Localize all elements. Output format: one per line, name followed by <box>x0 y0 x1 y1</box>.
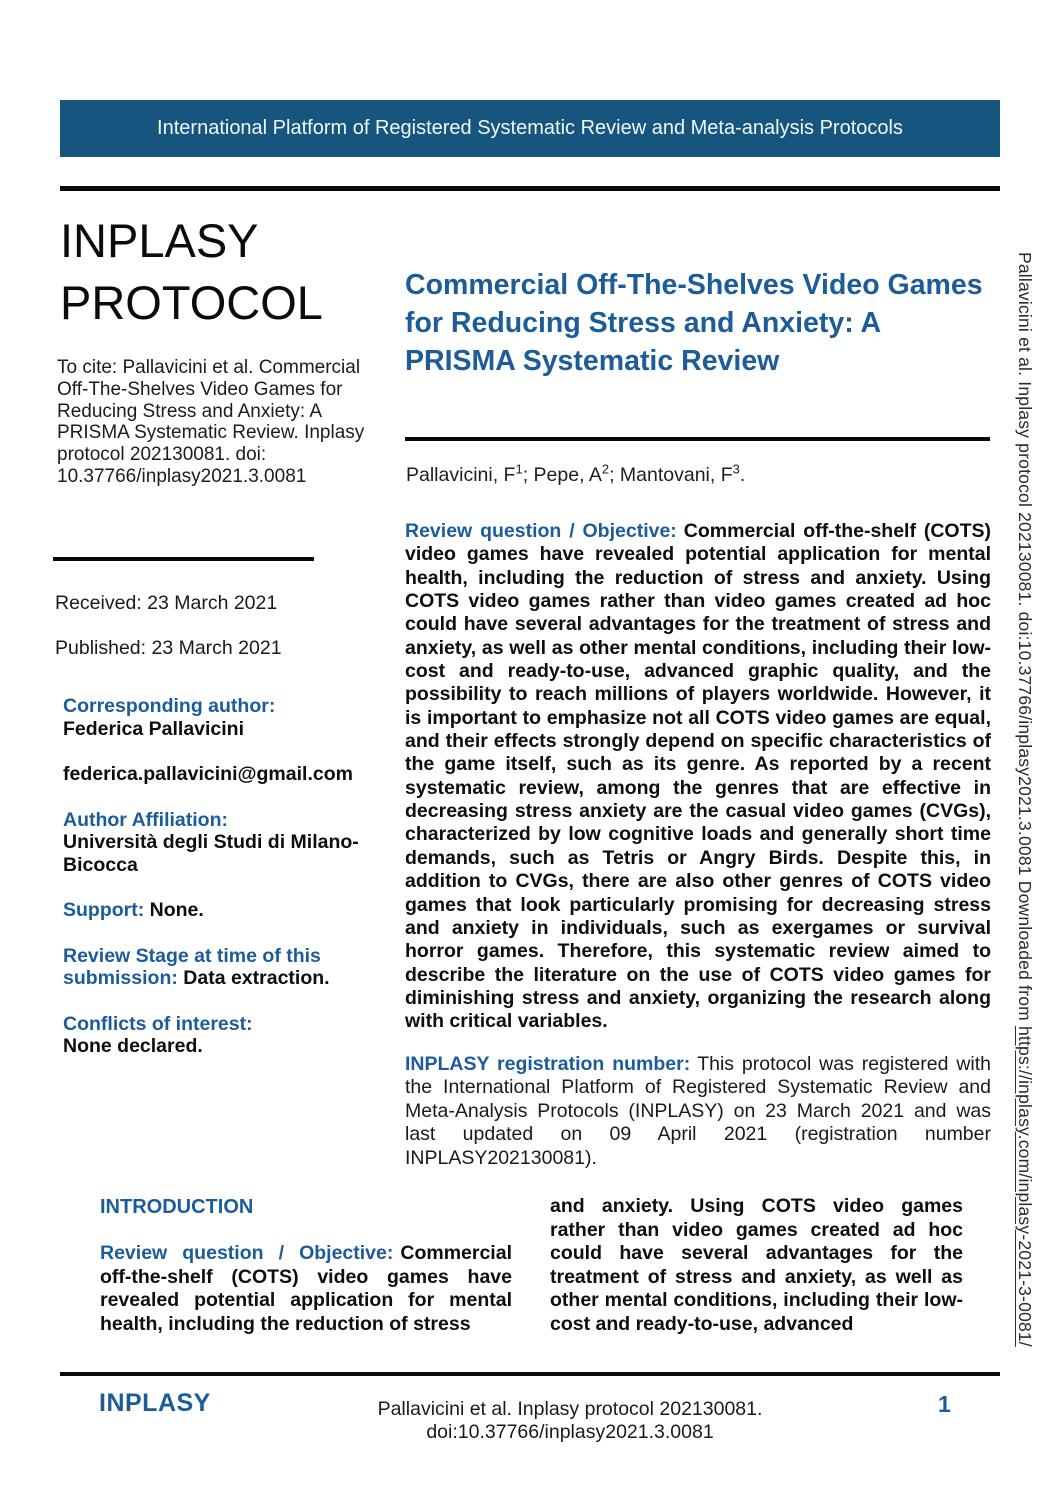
author-3-affiliation-sup: 3 <box>732 461 740 477</box>
review-stage-block <box>63 945 371 990</box>
authors-line <box>406 461 746 487</box>
affiliation-block <box>63 809 371 877</box>
protocol-metadata <box>63 695 371 1081</box>
platform-banner <box>60 100 1000 157</box>
footer-divider <box>60 1372 1000 1376</box>
masthead-line-inplasy: INPLASY <box>60 214 259 267</box>
review-objective-text: Commercial off-the-shelf (COTS) video games have revealed potential application for mental health, including the reduction of stress and anxiety. Using COTS video games rather than video games created ad hoc could have several advantages for the treatment of stress and anxiety, as well as other mental conditions, including their low-cost and ready-to-use, advanced graphic quality, and the possibility to reach millions of players worldwide. However, it is important to emphasize not all COTS video games are equal, and their effects strongly depend on specific characteristics of the game itself, such as its genre. As reported by a recent systematic review, among the genres that are effective in decreasing stress anxiety are the casual video games (CVGs), characterized by low cognitive loads and generally short time demands, such as Tetris or Angry Birds. Despite this, in addition to CVGs, there are also other genres of COTS video games that look particularly promising for decreasing stress and anxiety in individuals, such as exergames or survival horror games. Therefore, this systematic review aimed to describe the literature on the use of COTS video games for diminishing stress and anxiety, organizing the research along with critical variables. <box>405 520 991 1033</box>
masthead-line-protocol: PROTOCOL <box>60 276 323 329</box>
introduction-objective-label: Review question / Objective: <box>100 1242 394 1264</box>
title-divider <box>405 437 990 441</box>
author-1: Pallavicini, F <box>406 464 516 486</box>
inplasy-protocol-masthead <box>60 210 400 334</box>
conflicts-value: None declared. <box>63 1035 203 1057</box>
conflicts-block <box>63 1013 371 1058</box>
support-block <box>63 899 371 922</box>
email-block <box>63 763 371 786</box>
author-3: ; Mantovani, F <box>609 464 733 486</box>
article-title: Commercial Off-The-Shelves Video Games for Reducing Stress and Anxiety: A PRISMA Systematic Review <box>405 269 983 377</box>
review-stage-value: Data extraction. <box>183 967 330 989</box>
introduction-column-1-text: Commercial off-the-shelf (COTS) video games have revealed potential application for mental health, including the reduction of stress <box>100 1242 512 1335</box>
support-label: Support: <box>63 899 145 921</box>
registration-text: This protocol was registered with the International Platform of Registered Systematic Review and Meta-Analysis Protocols (INPLASY) on 23 March 2021 and was last updated on 09 April 2021 (registration number INPLASY202130081). <box>405 1053 992 1169</box>
corresponding-author-label: Corresponding author: <box>63 695 276 717</box>
support-value: None. <box>149 899 204 921</box>
footer-inplasy-logo: INPLASY <box>99 1389 211 1417</box>
corresponding-author-block <box>63 695 371 740</box>
left-column-divider <box>53 557 314 561</box>
affiliation-label: Author Affiliation: <box>63 808 228 831</box>
received-date: Received: 23 March 2021 <box>55 592 278 614</box>
vertical-sidebar-citation <box>1014 252 1035 1377</box>
corresponding-author-email: federica.pallavicini@gmail.com <box>63 763 353 785</box>
page-number: 1 <box>938 1391 951 1417</box>
review-stage-label: Review Stage at time of this submission: <box>63 944 321 989</box>
published-date: Published: 23 March 2021 <box>55 637 282 659</box>
review-objective-paragraph <box>405 520 991 1034</box>
author-1-affiliation-sup: 1 <box>515 461 523 477</box>
affiliation-value: Università degli Studi di Milano-Bicocca <box>63 831 359 876</box>
registration-paragraph <box>405 1053 991 1170</box>
introduction-column-2-text: and anxiety. Using COTS video games rather than video games created ad hoc could have several advantages for the treatment of stress and anxiety, as well as other mental conditions, including their low-cost and ready-to-use, advanced <box>550 1195 963 1335</box>
citation-block: To cite: Pallavicini et al. Commercial Off-The-Shelves Video Games for Reducing Stress and Anxiety: A PRISMA Systematic Review. Inplasy protocol 202130081. doi: 10.37766/inplasy2021.3.0081 <box>57 357 365 487</box>
authors-period: . <box>739 464 746 486</box>
introduction-heading: INTRODUCTION <box>100 1196 254 1218</box>
platform-banner-text: International Platform of Registered Systematic Review and Meta-analysis Protocols <box>157 117 903 139</box>
vertical-sidebar-download-link[interactable]: https://inplasy.com/inplasy-2021-3-0081/ <box>1015 1025 1035 1347</box>
introduction-column-2 <box>550 1195 963 1336</box>
vertical-sidebar-text: Pallavicini et al. Inplasy protocol 202130081. doi:10.37766/inplasy2021.3.0081 Downloaded from <box>1015 252 1035 1021</box>
corresponding-author-value: Federica Pallavicini <box>63 717 245 740</box>
conflicts-label: Conflicts of interest: <box>63 1012 253 1035</box>
top-divider <box>60 186 1000 191</box>
author-2: ; Pepe, A <box>522 464 602 486</box>
introduction-column-1 <box>100 1242 512 1336</box>
review-objective-label: Review question / Objective: <box>405 520 677 542</box>
footer-citation: Pallavicini et al. Inplasy protocol 202130081. doi:10.37766/inplasy2021.3.0081 <box>377 1398 763 1443</box>
author-2-affiliation-sup: 2 <box>601 461 610 477</box>
registration-label: INPLASY registration number: <box>405 1053 691 1075</box>
